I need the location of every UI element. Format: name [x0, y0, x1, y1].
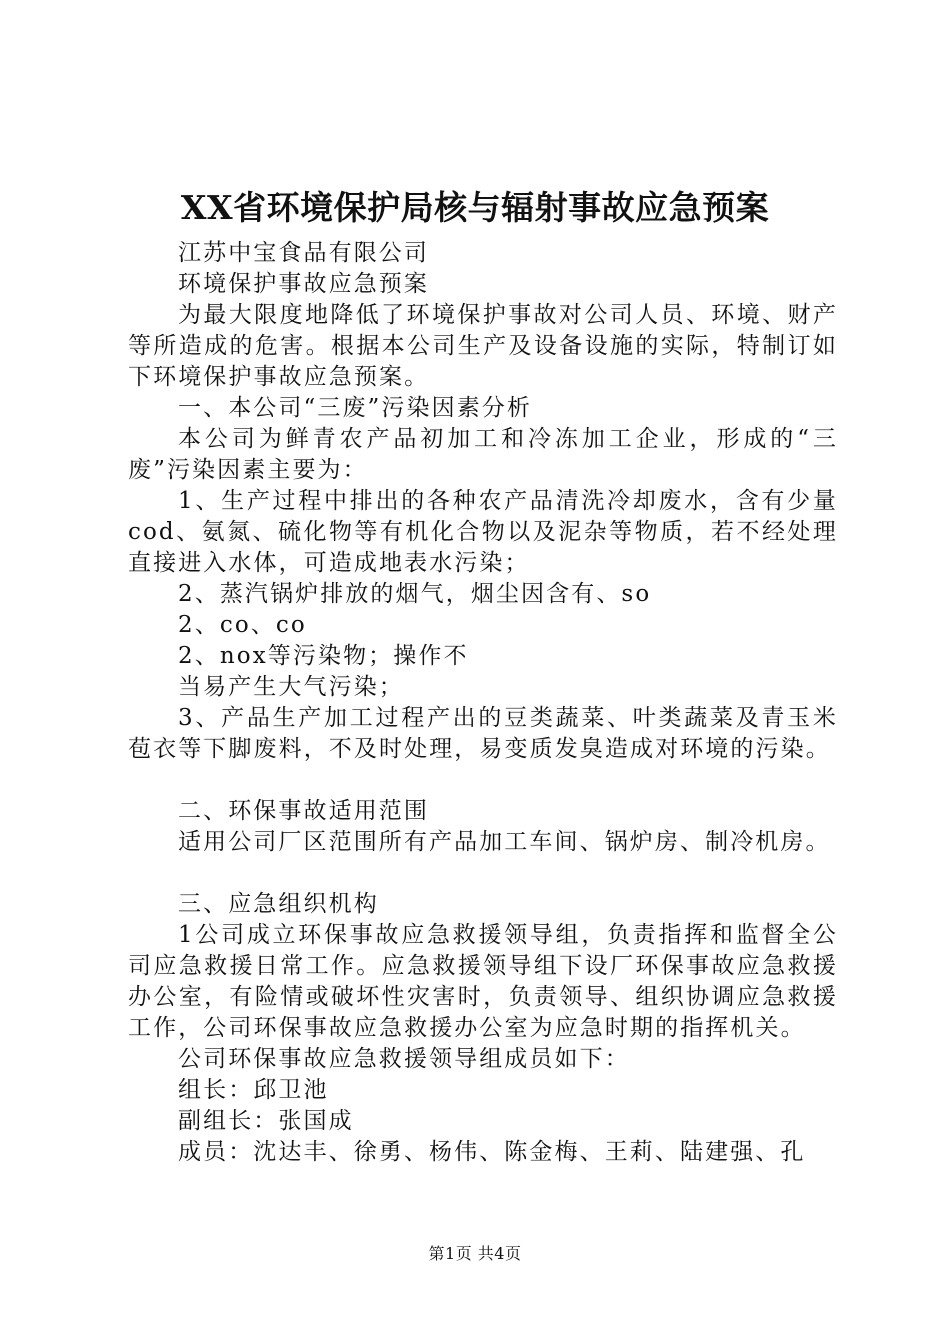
section-heading-3: 三、应急组织机构: [178, 891, 379, 917]
team-leader: 组长：邱卫池: [178, 1077, 329, 1103]
company-name: 江苏中宝食品有限公司: [178, 240, 429, 266]
section-1-paragraph: 本公司为鲜青农产品初加工和冷冻加工企业，形成的“三废”污染因素主要为：: [128, 426, 838, 483]
section-3-paragraph: 1公司成立环保事故应急救援领导组，负责指挥和监督全公司应急救援日常工作。应急救援领导组下设厂环保事故应急救援办公室，有险情或破坏性灾害时，负责领导、组织协调应急救援工作，公司环保事故应急救援办公室为应急时期的指挥机关。: [128, 922, 838, 1041]
page-footer: 第1页 共4页: [428, 1244, 522, 1263]
section-heading-1: 一、本公司“三废”污染因素分析: [178, 395, 533, 421]
plan-subtitle: 环境保护事故应急预案: [178, 271, 429, 297]
section-heading-2: 二、环保事故适用范围: [178, 798, 429, 824]
list-item-wastewater: 1、生产过程中排出的各种农产品清洗冷却废水，含有少量cod、氨氮、硫化物等有机化合物以及泥杂等物质，若不经处理直接进入水体，可造成地表水污染；: [128, 488, 838, 576]
team-members: 成员：沈达丰、徐勇、杨伟、陈金梅、王莉、陆建强、孔: [178, 1139, 806, 1165]
intro-paragraph: 为最大限度地降低了环境保护事故对公司人员、环境、财产等所造成的危害。根据本公司生产及设备设施的实际，特制订如下环境保护事故应急预案。: [128, 302, 838, 390]
list-item-boiler-3: 2、nox等污染物；操作不: [178, 643, 469, 669]
members-intro: 公司环保事故应急救援领导组成员如下：: [178, 1046, 630, 1072]
list-item-boiler-4: 当易产生大气污染；: [178, 674, 404, 700]
document-body: [128, 238, 838, 1168]
list-item-waste-material: 3、产品生产加工过程产出的豆类蔬菜、叶类蔬菜及青玉米苞衣等下脚废料，不及时处理，易变质发臭造成对环境的污染。: [128, 705, 838, 762]
list-item-boiler-2: 2、co、co: [178, 612, 307, 638]
document-title: XX省环境保护局核与辐射事故应急预案: [180, 188, 770, 227]
deputy-leader: 副组长：张国成: [178, 1108, 354, 1134]
list-item-boiler-1: 2、蒸汽锅炉排放的烟气，烟尘因含有、so: [178, 581, 652, 607]
section-2-paragraph: 适用公司厂区范围所有产品加工车间、锅炉房、制冷机房。: [178, 829, 831, 855]
